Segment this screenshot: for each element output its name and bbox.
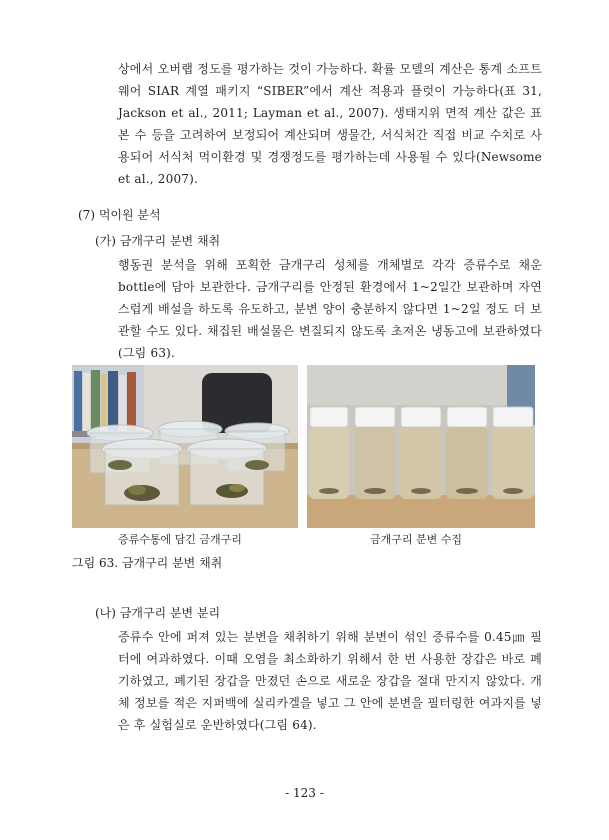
page-number: - 123 - xyxy=(285,786,324,800)
section-heading: (7) 먹이원 분석 xyxy=(78,208,161,222)
paragraph-collection: 행동권 분석을 위해 포획한 금개구리 성체를 개체별로 각각 증류수로 채운 bottle에 담아 보관한다. 금개구리를 안정된 환경에서 1~2일간 보관하며 자연스럽게 배설을 하도록 유도하고, 분변 양이 충분하지 않다면 1~2일 정도 더 보관할 수도 있다. 채집된 배설물은 변질되지 않도록 초저온 냉동고에 보관하였다(그림 63). xyxy=(118,258,542,360)
photo-bottles-svg xyxy=(307,365,535,528)
photo-frogs-svg xyxy=(72,365,298,528)
figure-caption: 그림 63. 금개구리 분변 채취 xyxy=(72,556,223,570)
subheading-separation: (나) 금개구리 분변 분리 xyxy=(95,606,221,620)
photo-left-caption: 증류수통에 담긴 금개구리 xyxy=(118,533,242,546)
photo-frogs-in-containers xyxy=(72,365,298,528)
paragraph-intro: 상에서 오버랩 정도를 평가하는 것이 가능하다. 확률 모델의 계산은 통계 소프트 웨어 SIAR 계열 패키지 “SIBER”에서 계산 적용과 플럿이 가능하다(표 31, Jackson et al., 2011; Layman et al., 2007). 생태지위 면적 계산 값은 표본 수 등을 고려하여 보정되어 계산되며 생물간, 서식처간 직접 비교 수치로 사용되어 서식처 먹이환경 및 경쟁정도를 평가하는데 사용될 수 있다(Newsome et al., 2007). xyxy=(118,62,542,186)
paragraph-separation: 증류수 안에 퍼져 있는 분변을 채취하기 위해 분변이 섞인 증류수를 0.45㎛ 필터에 여과하였다. 이때 오염을 최소화하기 위해서 한 번 사용한 장갑은 바로 폐기하였고, 폐기된 장갑을 만졌던 손으로 새로운 장갑을 절대 만지지 않았다. 개체 정보를 적은 지퍼백에 실리카겔을 넣고 그 안에 분변을 필터링한 여과지를 넣은 후 실험실로 운반하였다(그림 64). xyxy=(118,630,542,732)
photo-sample-bottles xyxy=(307,365,535,528)
photo-right-caption: 금개구리 분변 수집 xyxy=(370,533,463,546)
subheading-collection: (가) 금개구리 분변 채취 xyxy=(95,234,221,248)
